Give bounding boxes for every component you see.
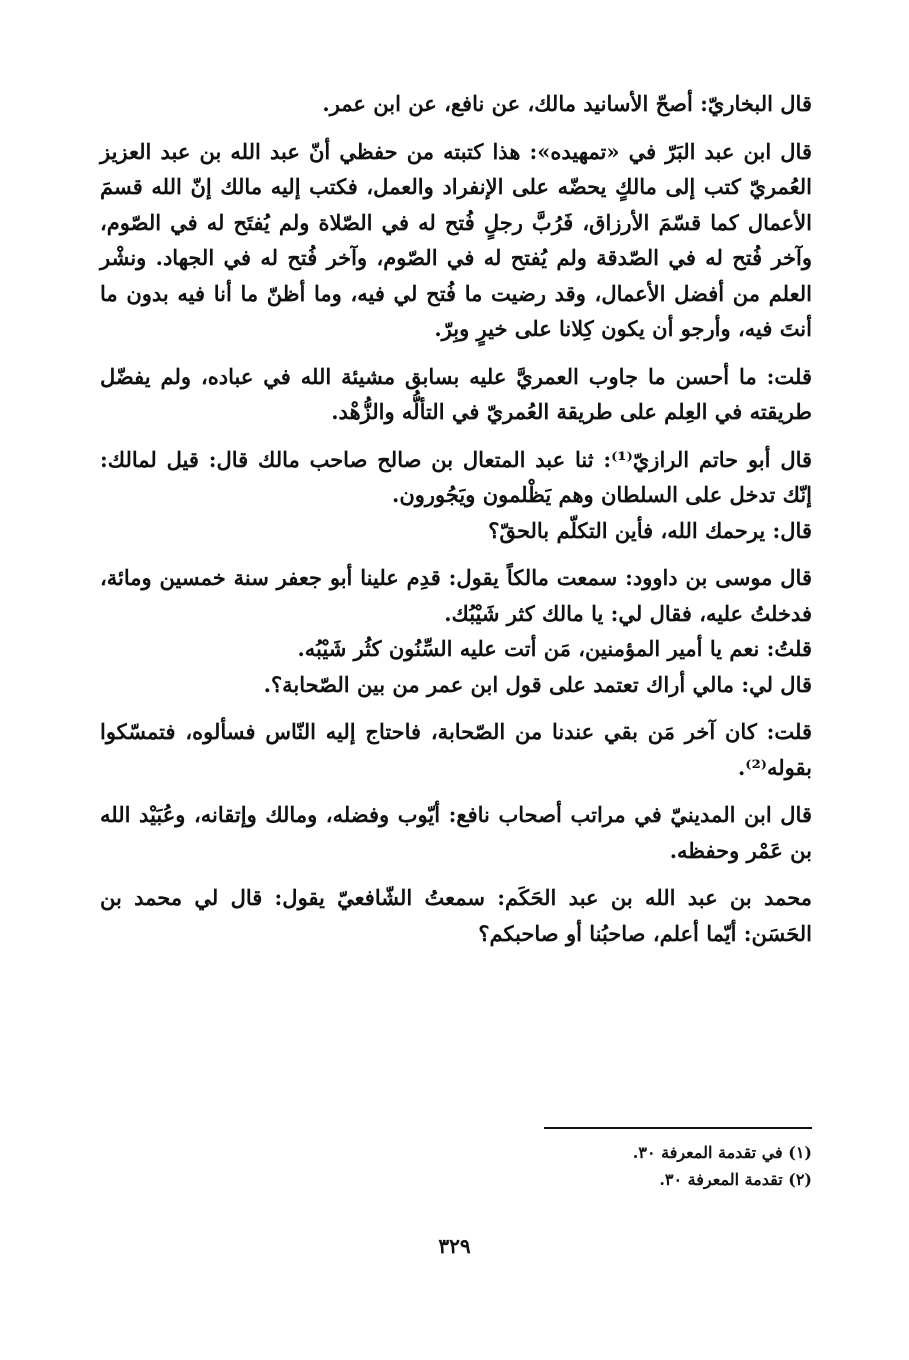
footnotes (100, 1127, 812, 1193)
paragraph-abu-hatim: قال أبو حاتم الرازيّ⁽¹⁾: ثنا عبد المتعال بن صالح صاحب مالك قال: قيل لمالك: إنّك تدخل على السلطان وهم يَظْلمون ويَجُورون. (100, 446, 813, 507)
page-number: ٣٢٩ (438, 1234, 471, 1258)
footnote-2: (٢) تقدمة المعرفة ٣٠. (659, 1170, 812, 1189)
page-body (100, 86, 812, 951)
paragraph-ibn-al-madini: قال ابن المدينيّ في مراتب أصحاب نافع: أيّوب وفضله، ومالك وإتقانه، وعُبَيْد الله بن عَمْر وحفظه. (100, 802, 812, 863)
paragraph-bukhari: قال البخاريّ: أصحّ الأسانيد مالك، عن نافع، عن ابن عمر. (322, 91, 812, 116)
paragraph-abu-hatim-reply: قال: يرحمك الله، فأين التكلّم بالحقّ؟ (488, 517, 812, 543)
paragraph-musa: قال موسى بن داوود: سمعت مالكاً يقول: قدِم علينا أبو جعفر سنة خمسين ومائة، فدخلتُ عليه، فقال لي: يا مالك كثر شَيْبُك. (100, 565, 812, 626)
paragraph-ibn-abd-al-hakam: محمد بن عبد الله بن عبد الحَكَم: سمعتُ الشّافعيّ يقول: قال لي محمد بن الحَسَن: أيّما أعلم، صاحبُنا أو صاحبكم؟ (100, 885, 812, 946)
paragraph-comment: قلت: ما أحسن ما جاوب العمريَّ عليه بسابق مشيئة الله في عباده، ولم يفضّل طريقته في العِلم على طريقة العُمريّ في التألُّه والزُّهْد. (100, 363, 812, 424)
paragraph-musa-reply: قلتُ: نعم يا أمير المؤمنين، مَن أتت عليه السِّنُون كثُر شَيْبُه. (297, 636, 812, 661)
paragraph-musa-question: قال لي: مالي أراك تعتمد على قول ابن عمر من بين الصّحابة؟. (263, 671, 812, 697)
paragraph-ibn-abd-al-barr: قال ابن عبد البَرّ في «تمهيده»: هذا كتبته من حفظي أنّ عبد الله بن عبد العزيز العُمريّ كتب إلى مالكٍ يحضّه على الإنفراد والعمل، فكتب إليه مالك إنّ الله قسمَ الأعمال كما قسّمَ الأرزاق، فَرُبَّ رجلٍ فُتح له في الصّلاة ولم يُفتَح له في الصّوم، وآخر فُتح له في الصّدقة ولم يُفتح له في الصّوم، وآخر فُتح له في الجهاد. ونشْر العلم من أفضل الأعمال، وقد رضيت ما فُتح لي فيه، وما أظنّ ما أنا فيه بدون ما أنتَ فيه، وأرجو أن يكون كِلانا على خيرٍ وبِرّ. (100, 138, 812, 341)
paragraph-answer: قلت: كان آخر مَن بقي عندنا من الصّحابة، فاحتاج إليه النّاس فسألوه، فتمسّكوا بقوله⁽²⁾. (100, 719, 812, 780)
footnote-1: (١) في تقدمة المعرفة ٣٠. (632, 1143, 812, 1162)
footnote-divider (544, 1127, 812, 1129)
